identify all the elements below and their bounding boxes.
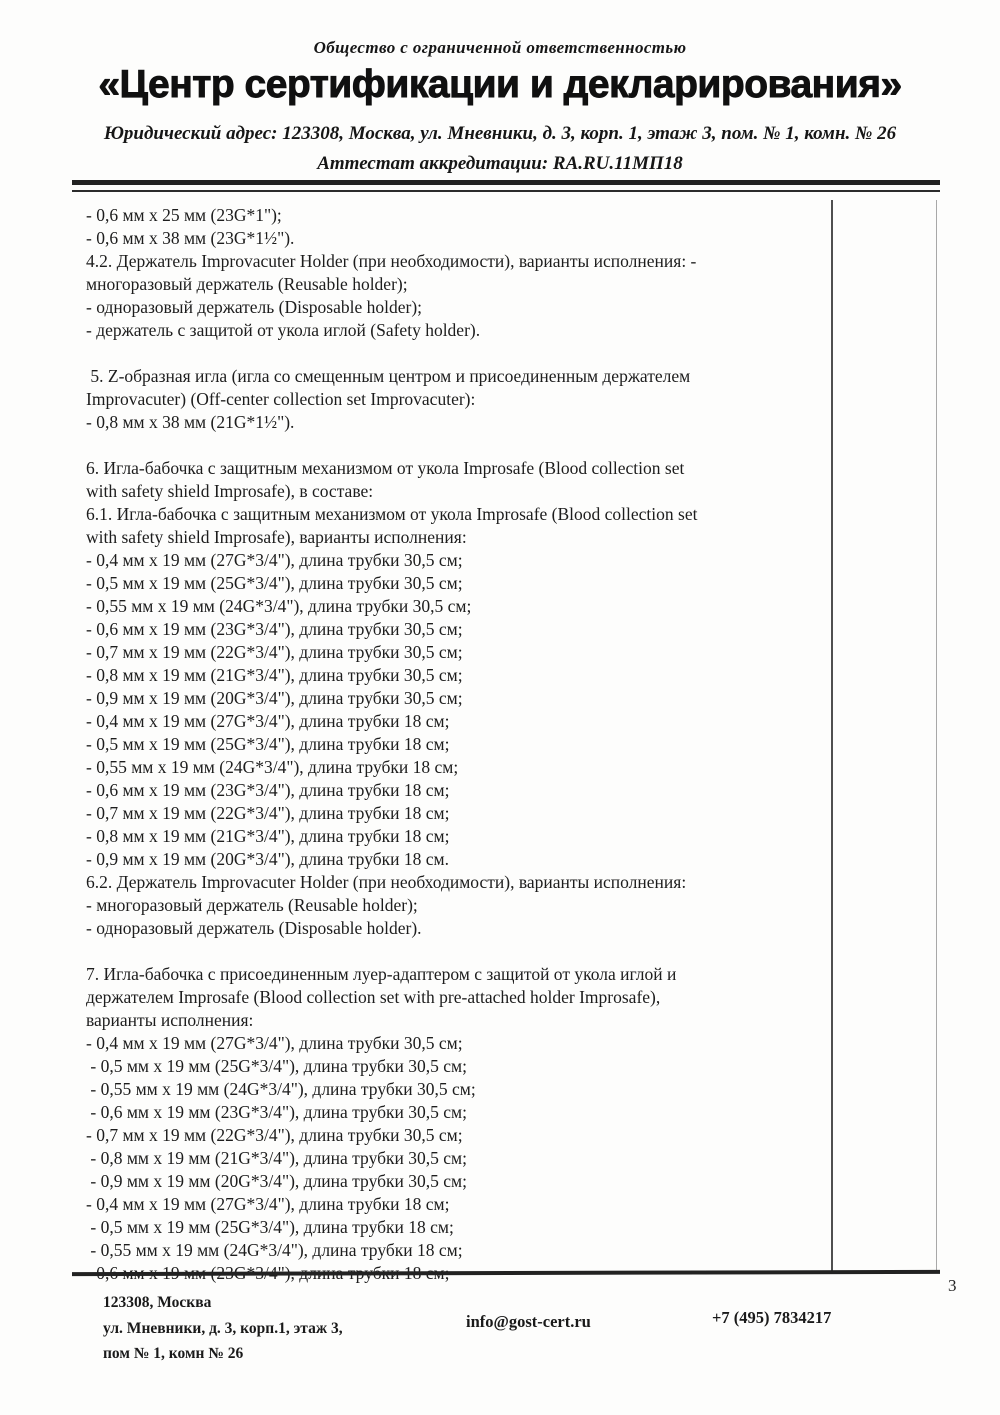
document-line: - 0,6 мм х 19 мм (23G*3/4"), длина трубки 30,5 см; — [86, 1102, 467, 1122]
document-line: - 0,9 мм х 19 мм (20G*3/4"), длина трубки 30,5 см; — [86, 1171, 467, 1191]
document-line: - 0,6 мм х 19 мм (23G*3/4"), длина трубки 18 см; — [86, 780, 450, 800]
page-border-vertical — [936, 200, 937, 1272]
document-line: - держатель с защитой от укола иглой (Safety holder). — [86, 320, 481, 340]
footer-address-line: пом № 1, комн № 26 — [103, 1345, 244, 1362]
document-line: - 0,8 мм х 38 мм (21G*1½"). — [86, 412, 295, 432]
document-line: - 0,5 мм х 19 мм (25G*3/4"), длина трубки 18 см; — [86, 1217, 454, 1237]
document-line: - многоразовый держатель (Reusable holder); — [86, 895, 418, 915]
footer-address-line: 123308, Москва — [103, 1294, 212, 1311]
organization-title: «Центр сертификации и декларирования» — [98, 63, 902, 106]
document-line: - 0,6 мм х 25 мм (23G*1"); — [86, 205, 282, 225]
document-line: 6.1. Игла-бабочка с защитным механизмом от укола Improsafe (Blood collection set — [86, 504, 698, 524]
accreditation-number: Аттестат аккредитации: RA.RU.11МП18 — [317, 153, 683, 174]
document-line: - 0,5 мм х 19 мм (25G*3/4"), длина трубки 18 см; — [86, 734, 450, 754]
organization-type: Общество с ограниченной ответственностью — [313, 38, 687, 57]
document-line: with safety shield Improsafe), в составе: — [86, 481, 374, 501]
document-line — [86, 342, 828, 365]
document-line: - 0,55 мм х 19 мм (24G*3/4"), длина трубки 30,5 см; — [86, 596, 472, 616]
document-line: 7. Игла-бабочка с присоединенным луер-адаптером с защитой от укола иглой и — [86, 964, 677, 984]
document-line: - 0,4 мм х 19 мм (27G*3/4"), длина трубки 30,5 см; — [86, 1033, 463, 1053]
document-line: - 0,6 мм х 19 мм (23G*3/4"), длина трубки 30,5 см; — [86, 619, 463, 639]
document-line: - 0,4 мм х 19 мм (27G*3/4"), длина трубки 18 см; — [86, 1194, 450, 1214]
document-line: with safety shield Improsafe), варианты исполнения: — [86, 527, 467, 547]
document-line: - 0,4 мм х 19 мм (27G*3/4"), длина трубки 18 см; — [86, 711, 450, 731]
document-line: - одноразовый держатель (Disposable holder). — [86, 918, 422, 938]
document-line: - 0,4 мм х 19 мм (27G*3/4"), длина трубки 30,5 см; — [86, 550, 463, 570]
document-line: - 0,55 мм х 19 мм (24G*3/4"), длина трубки 18 см; — [86, 1240, 463, 1260]
document-line: - 0,9 мм х 19 мм (20G*3/4"), длина трубки 30,5 см; — [86, 688, 463, 708]
document-line: - 0,5 мм х 19 мм (25G*3/4"), длина трубки 30,5 см; — [86, 573, 463, 593]
document-line: держателем Improsafe (Blood collection set with pre-attached holder Improsafe), — [86, 987, 661, 1007]
document-line: - 0,5 мм х 19 мм (25G*3/4"), длина трубки 30,5 см; — [86, 1056, 467, 1076]
footer-email: info@gost-cert.ru — [466, 1312, 591, 1331]
document-line: 4.2. Держатель Improvacuter Holder (при необходимости), варианты исполнения: - — [86, 251, 697, 271]
document-line: 5. Z-образная игла (игла со смещенным центром и присоединенным держателем — [86, 366, 691, 386]
document-line — [86, 940, 828, 963]
footer-phone: +7 (495) 7834217 — [712, 1308, 832, 1327]
document-line: - одноразовый держатель (Disposable holder); — [86, 297, 423, 317]
document-line: - 0,7 мм х 19 мм (22G*3/4"), длина трубки 18 см; — [86, 803, 450, 823]
page-number: 3 — [948, 1276, 957, 1295]
document-line: - 0,55 мм х 19 мм (24G*3/4"), длина трубки 30,5 см; — [86, 1079, 476, 1099]
document-line: Improvacuter) (Off-center collection set Improvacuter): — [86, 389, 476, 409]
document-line: 6. Игла-бабочка с защитным механизмом от укола Improsafe (Blood collection set — [86, 458, 685, 478]
document-line: - 0,6 мм х 38 мм (23G*1½"). — [86, 228, 295, 248]
document-line: варианты исполнения: — [86, 1010, 254, 1030]
document-line: - 0,9 мм х 19 мм (20G*3/4"), длина трубки 18 см. — [86, 849, 449, 869]
header-divider — [72, 180, 940, 192]
document-body — [86, 204, 828, 1285]
organization-address: Юридический адрес: 123308, Москва, ул. Мневники, д. 3, корп. 1, этаж 3, пом. № 1, комн. № 26 — [103, 123, 897, 144]
document-line: - 0,7 мм х 19 мм (22G*3/4"), длина трубки 30,5 см; — [86, 642, 463, 662]
document-line: 6.2. Держатель Improvacuter Holder (при необходимости), варианты исполнения: — [86, 872, 687, 892]
document-line: - 0,8 мм х 19 мм (21G*3/4"), длина трубки 18 см; — [86, 826, 450, 846]
document-line: - 0,8 мм х 19 мм (21G*3/4"), длина трубки 30,5 см; — [86, 665, 463, 685]
document-line: - 0,8 мм х 19 мм (21G*3/4"), длина трубки 30,5 см; — [86, 1148, 467, 1168]
footer-address-block — [103, 1290, 343, 1367]
footer-address-line: ул. Мневники, д. 3, корп.1, этаж 3, — [103, 1319, 343, 1337]
table-border-vertical — [831, 200, 833, 1272]
document-line: - 0,7 мм х 19 мм (22G*3/4"), длина трубки 30,5 см; — [86, 1125, 463, 1145]
header-divider-bottom-line — [72, 190, 940, 192]
document-line: - 0,55 мм х 19 мм (24G*3/4"), длина трубки 18 см; — [86, 757, 459, 777]
document-line — [86, 434, 828, 457]
header-divider-top-line — [72, 180, 940, 185]
document-line: многоразовый держатель (Reusable holder); — [86, 274, 408, 294]
